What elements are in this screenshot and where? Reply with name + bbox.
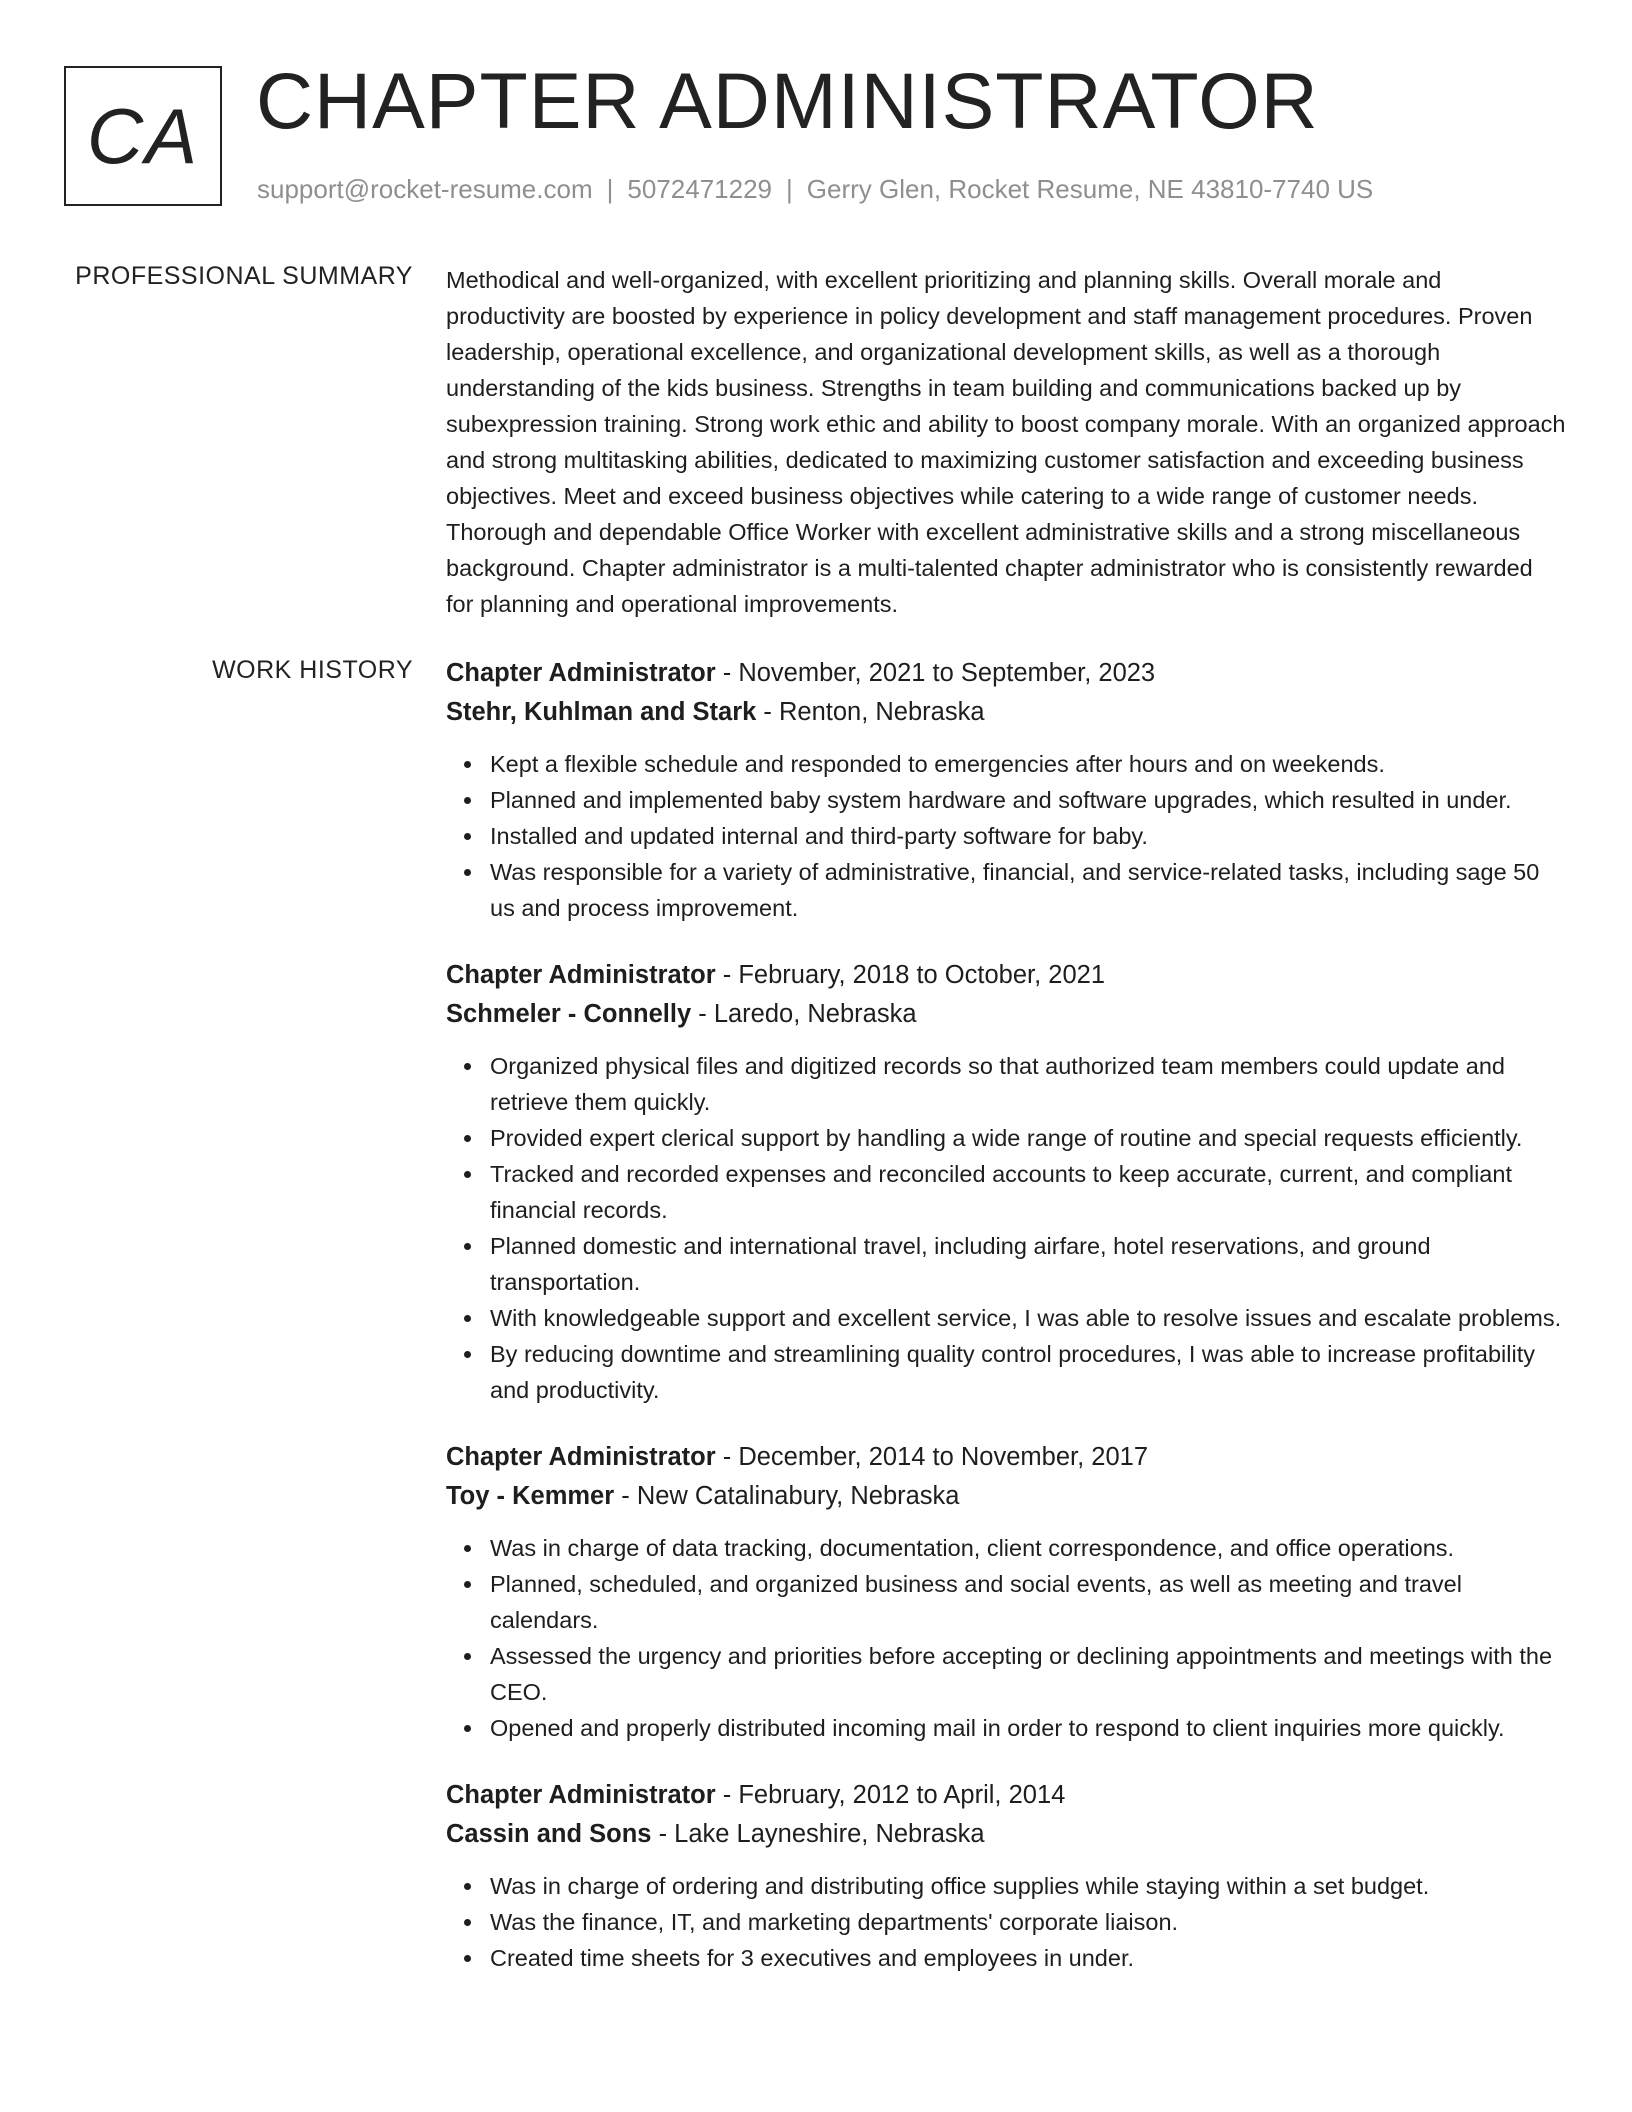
job-title: Chapter Administrator [446,1443,716,1471]
list-item: Was in charge of data tracking, documentation, client correspondence, and office operations. [490,1530,1566,1566]
job-dates: - December, 2014 to November, 2017 [715,1443,1149,1471]
job-company: Stehr, Kuhlman and Stark [446,698,757,726]
summary-body [446,262,1566,622]
list-item: Organized physical files and digitized records so that authorized team members could update and retrieve them quickly. [490,1048,1566,1120]
contact-line [257,174,1373,205]
contact-separator: | [606,174,614,204]
list-item: Assessed the urgency and priorities before accepting or declining appointments and meetings with the CEO. [490,1638,1566,1710]
list-item: With knowledgeable support and excellent service, I was able to resolve issues and escalate problems. [490,1300,1566,1336]
list-item: Planned and implemented baby system hardware and software upgrades, which resulted in under. [490,782,1566,818]
job-bullets [446,1048,1566,1408]
job-bullets [446,746,1566,926]
job-title-line [446,1776,1566,1814]
job-company-line [446,1476,1566,1516]
section-label-work-history: WORK HISTORY [212,656,413,684]
list-item: Was responsible for a variety of administrative, financial, and service-related tasks, including sage 50 us and process improvement. [490,854,1566,926]
list-item: Kept a flexible schedule and responded to emergencies after hours and on weekends. [490,746,1566,782]
job-company: Schmeler - Connelly [446,1000,692,1028]
list-item: Was in charge of ordering and distributing office supplies while staying within a set budget. [490,1868,1566,1904]
job-dates: - February, 2018 to October, 2021 [715,961,1106,989]
job-dates: - February, 2012 to April, 2014 [715,1781,1066,1809]
job-location: - Laredo, Nebraska [691,1000,917,1028]
summary-text: Methodical and well-organized, with excellent prioritizing and planning skills. Overall morale and productivity are boosted by experience in policy development and staff management procedures. Proven leadership, operational excellence, and organizational development skills, as well as a thorough understanding of the kids business. Strengths in team building and communications backed up by subexpression training. Strong work ethic and ability to boost company morale. With an organized approach and strong multitasking abilities, dedicated to maximizing customer satisfaction and exceeding business objectives. Meet and exceed business objectives while catering to a wide range of customer needs. Thorough and dependable Office Worker with excellent administrative skills and a strong miscellaneous background. Chapter administrator is a multi-talented chapter administrator who is consistently rewarded for planning and operational improvements. [446,267,1566,617]
job-bullets [446,1530,1566,1746]
job-entry [446,956,1566,1408]
job-title-line [446,1438,1566,1476]
job-bullets [446,1868,1566,1976]
job-company: Toy - Kemmer [446,1482,615,1510]
job-title: Chapter Administrator [446,961,716,989]
job-entry [446,1776,1566,1976]
job-title: Chapter Administrator [446,1781,716,1809]
job-title-line [446,654,1566,692]
monogram-logo: CA [64,66,222,206]
list-item: Was the finance, IT, and marketing departments' corporate liaison. [490,1904,1566,1940]
job-title: Chapter Administrator [446,659,716,687]
job-location: - Lake Layneshire, Nebraska [651,1820,985,1848]
contact-email[interactable]: support@rocket-resume.com [257,174,593,204]
job-dates: - November, 2021 to September, 2023 [715,659,1156,687]
job-location: - Renton, Nebraska [756,698,985,726]
page-title: CHAPTER ADMINISTRATOR [256,56,1319,145]
list-item: Provided expert clerical support by handling a wide range of routine and special requests efficiently. [490,1120,1566,1156]
list-item: Planned domestic and international travel, including airfare, hotel reservations, and ground transportation. [490,1228,1566,1300]
list-item: Opened and properly distributed incoming mail in order to respond to client inquiries more quickly. [490,1710,1566,1746]
contact-address: Gerry Glen, Rocket Resume, NE 43810-7740 US [806,174,1374,204]
work-history-body [446,654,1566,2006]
contact-phone[interactable]: 5072471229 [627,174,772,204]
list-item: Planned, scheduled, and organized business and social events, as well as meeting and travel calendars. [490,1566,1566,1638]
job-company-line [446,994,1566,1034]
list-item: Created time sheets for 3 executives and employees in under. [490,1940,1566,1976]
job-company: Cassin and Sons [446,1820,652,1848]
section-label-summary: PROFESSIONAL SUMMARY [75,262,413,290]
list-item: Installed and updated internal and third-party software for baby. [490,818,1566,854]
contact-separator: | [786,174,793,204]
list-item: Tracked and recorded expenses and reconciled accounts to keep accurate, current, and compliant financial records. [490,1156,1566,1228]
job-entry [446,654,1566,926]
job-title-line [446,956,1566,994]
job-company-line [446,692,1566,732]
job-entry [446,1438,1566,1746]
list-item: By reducing downtime and streamlining quality control procedures, I was able to increase profitability and productivity. [490,1336,1566,1408]
job-company-line [446,1814,1566,1854]
job-location: - New Catalinabury, Nebraska [614,1482,960,1510]
